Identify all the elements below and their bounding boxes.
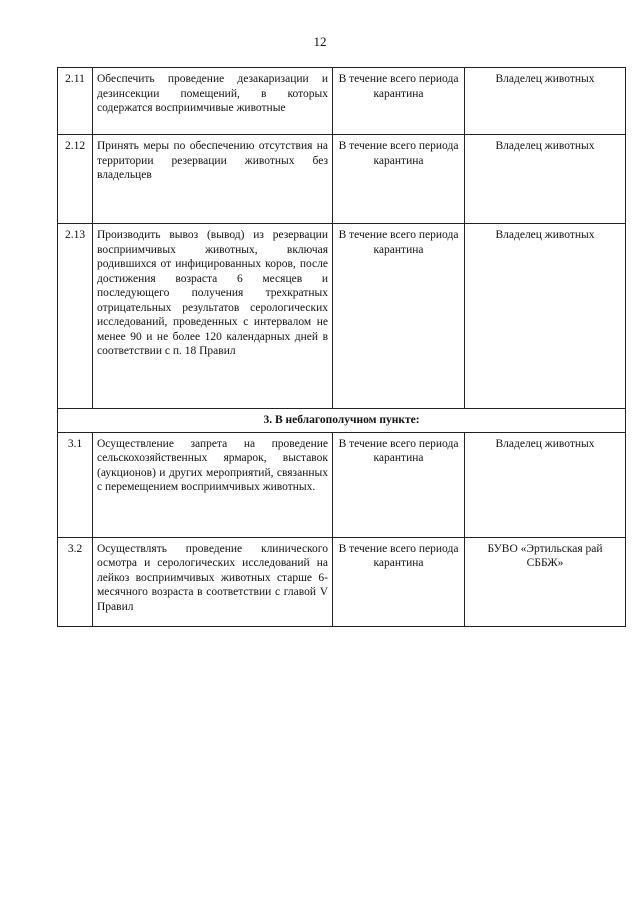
table-row — [58, 68, 626, 135]
row-task: Производить вывоз (вывод) из резервации восприимчивых животных, включая родившихся от инфицированных коров, после достижения возраста 6 месяцев и последующего получения трехкратных отрицательных результатов серологических исследований, проведенных с интервалом не менее 90 и не более 120 календарных дней в соответствии с п. 18 Правил — [93, 224, 333, 409]
row-number: 3.1 — [58, 432, 93, 537]
row-term: В течение всего периода карантина — [333, 432, 465, 537]
table-row — [58, 432, 626, 537]
row-term: В течение всего периода карантина — [333, 135, 465, 224]
table-row — [58, 135, 626, 224]
measures-table — [57, 67, 626, 627]
row-task: Принять меры по обеспечению отсутствия на территории резервации животных без владельцев — [93, 135, 333, 224]
row-term: В течение всего периода карантина — [333, 537, 465, 626]
row-task: Обеспечить проведение дезакаризации и дезинсекции помещений, в которых содержатся восприимчивые животные — [93, 68, 333, 135]
row-number: 2.13 — [58, 224, 93, 409]
section-title: 3. В неблагополучном пункте: — [58, 409, 626, 433]
row-number: 3.2 — [58, 537, 93, 626]
row-term: В течение всего периода карантина — [333, 224, 465, 409]
row-responsible: Владелец животных — [465, 68, 626, 135]
row-responsible: Владелец животных — [465, 135, 626, 224]
table-row — [58, 224, 626, 409]
row-task: Осуществление запрета на проведение сельскохозяйственных ярмарок, выставок (аукционов) и других мероприятий, связанных с перемещением восприимчивых животных. — [93, 432, 333, 537]
row-term: В течение всего периода карантина — [333, 68, 465, 135]
row-responsible: Владелец животных — [465, 224, 626, 409]
row-task: Осуществлять проведение клинического осмотра и серологических исследований на лейкоз восприимчивых животных старше 6-месячного возраста в соответствии с главой V Правил — [93, 537, 333, 626]
row-responsible: БУВО «Эртильская рай СББЖ» — [465, 537, 626, 626]
row-number: 2.12 — [58, 135, 93, 224]
page-number: 12 — [313, 34, 327, 49]
section-header-row — [58, 409, 626, 433]
row-number: 2.11 — [58, 68, 93, 135]
table-row — [58, 537, 626, 626]
row-responsible: Владелец животных — [465, 432, 626, 537]
